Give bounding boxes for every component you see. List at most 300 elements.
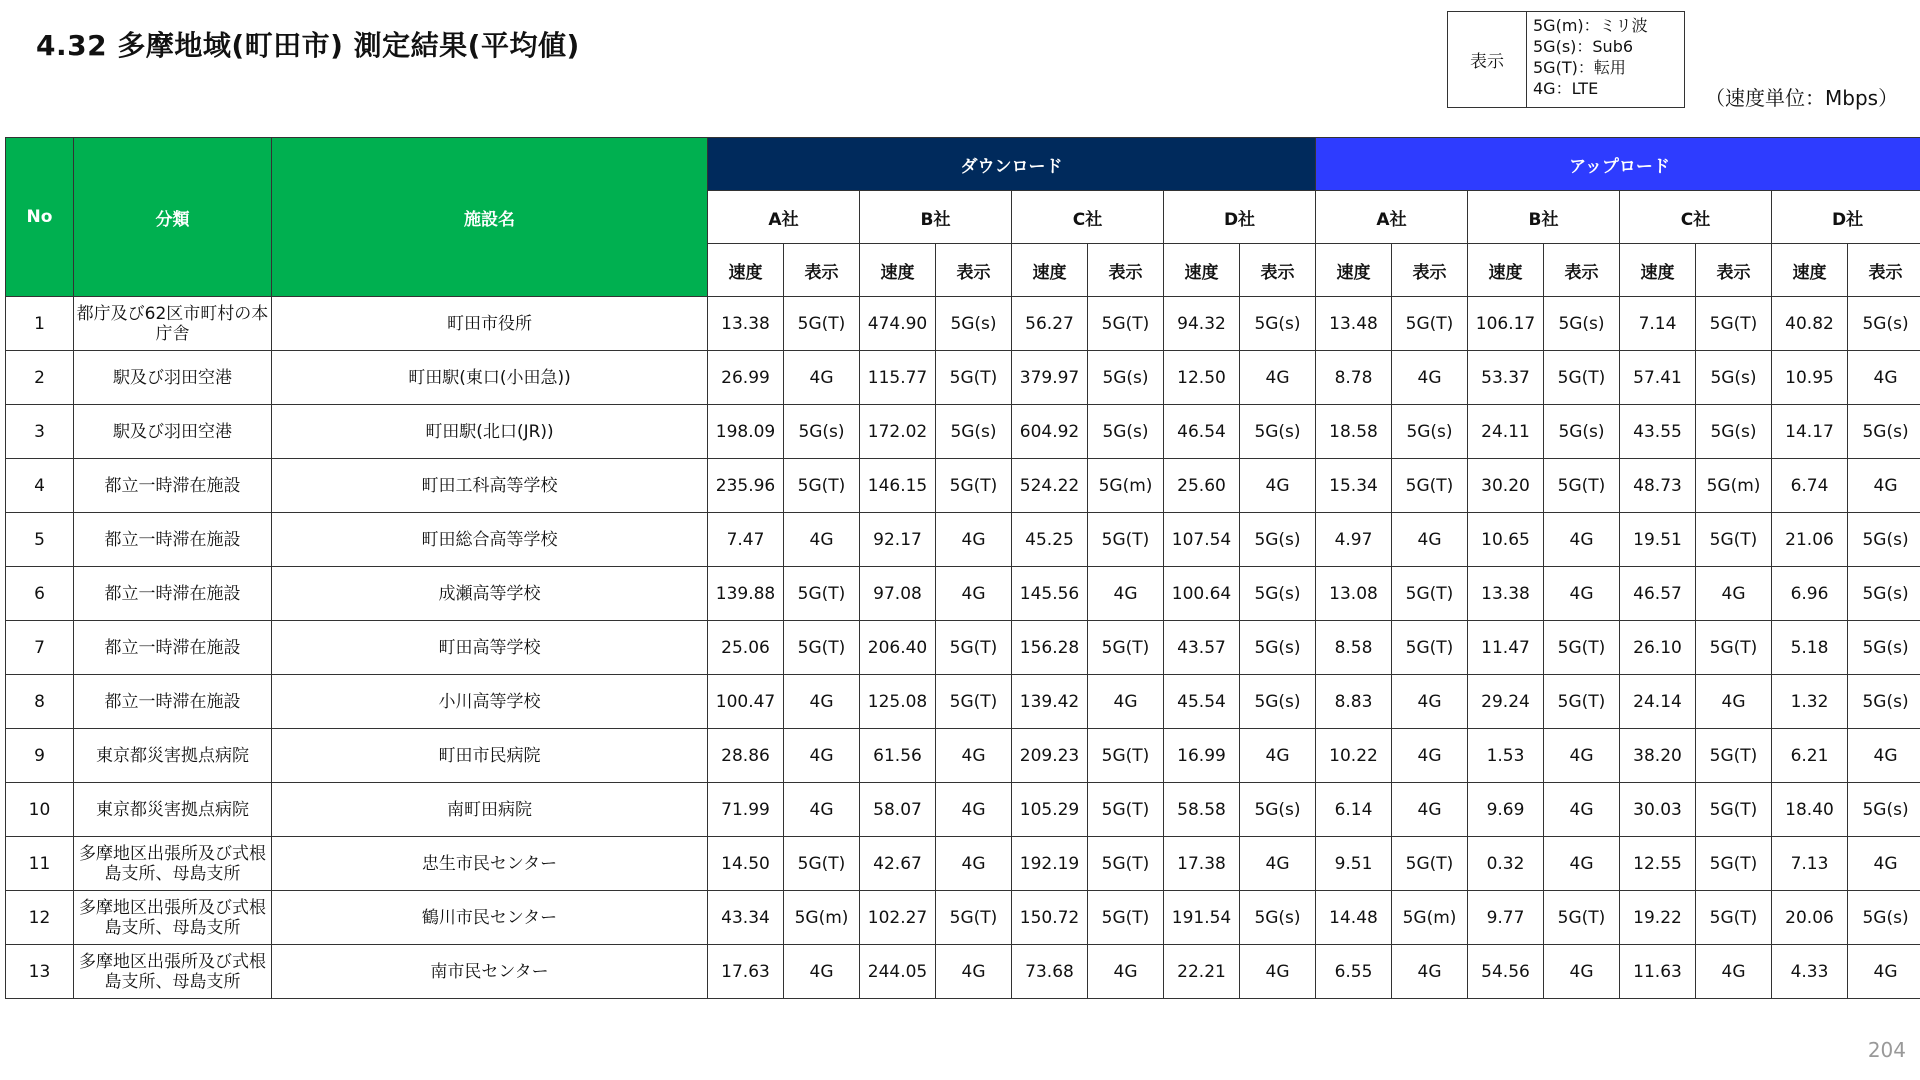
display-cell: 5G(T) [1088, 837, 1164, 891]
speed-cell: 53.37 [1468, 351, 1544, 405]
speed-cell: 61.56 [860, 729, 936, 783]
header-display: 表示 [936, 244, 1012, 297]
results-table [5, 137, 1920, 999]
speed-cell: 100.64 [1164, 567, 1240, 621]
display-cell: 5G(T) [1544, 621, 1620, 675]
speed-cell: 6.55 [1316, 945, 1392, 999]
speed-cell: 58.07 [860, 783, 936, 837]
speed-cell: 604.92 [1012, 405, 1088, 459]
display-cell: 5G(T) [936, 351, 1012, 405]
speed-cell: 6.14 [1316, 783, 1392, 837]
display-cell: 4G [784, 945, 860, 999]
speed-cell: 8.83 [1316, 675, 1392, 729]
speed-cell: 5.18 [1772, 621, 1848, 675]
display-legend [1447, 11, 1685, 108]
header-upload-company-b: B社 [1468, 191, 1620, 244]
display-cell: 5G(T) [1392, 297, 1468, 351]
display-cell: 4G [936, 513, 1012, 567]
display-cell: 4G [1544, 729, 1620, 783]
display-cell: 5G(s) [1392, 405, 1468, 459]
display-cell: 5G(s) [1240, 405, 1316, 459]
display-cell: 5G(T) [1696, 783, 1772, 837]
row-facility: 町田工科高等学校 [272, 459, 708, 513]
header-speed: 速度 [1620, 244, 1696, 297]
display-cell: 4G [784, 783, 860, 837]
display-cell: 5G(s) [1848, 891, 1920, 945]
speed-cell: 26.10 [1620, 621, 1696, 675]
display-cell: 4G [1544, 783, 1620, 837]
table-row [6, 729, 1920, 783]
display-cell: 4G [784, 513, 860, 567]
display-cell: 5G(m) [1696, 459, 1772, 513]
display-cell: 4G [1240, 459, 1316, 513]
display-cell: 5G(T) [1088, 297, 1164, 351]
speed-cell: 43.55 [1620, 405, 1696, 459]
display-cell: 4G [1240, 729, 1316, 783]
display-cell: 5G(T) [1544, 351, 1620, 405]
table-row [6, 297, 1920, 351]
row-number: 13 [6, 945, 74, 999]
speed-cell: 13.48 [1316, 297, 1392, 351]
header-download-company-b: B社 [860, 191, 1012, 244]
speed-cell: 38.20 [1620, 729, 1696, 783]
display-cell: 5G(s) [936, 297, 1012, 351]
display-cell: 4G [936, 837, 1012, 891]
speed-cell: 9.77 [1468, 891, 1544, 945]
display-cell: 5G(T) [784, 459, 860, 513]
display-cell: 4G [1544, 945, 1620, 999]
speed-cell: 20.06 [1772, 891, 1848, 945]
table-row [6, 945, 1920, 999]
speed-cell: 30.20 [1468, 459, 1544, 513]
display-cell: 5G(T) [1696, 837, 1772, 891]
speed-cell: 92.17 [860, 513, 936, 567]
speed-cell: 206.40 [860, 621, 936, 675]
header-display: 表示 [1848, 244, 1920, 297]
speed-cell: 17.63 [708, 945, 784, 999]
display-cell: 5G(s) [1848, 567, 1920, 621]
legend-label: 表示 [1448, 12, 1527, 107]
speed-cell: 57.41 [1620, 351, 1696, 405]
table-row [6, 459, 1920, 513]
display-cell: 4G [936, 567, 1012, 621]
header-display: 表示 [1392, 244, 1468, 297]
table-row [6, 621, 1920, 675]
speed-cell: 19.22 [1620, 891, 1696, 945]
row-category: 都立一時滞在施設 [74, 675, 272, 729]
display-cell: 4G [784, 729, 860, 783]
display-cell: 5G(m) [784, 891, 860, 945]
speed-cell: 94.32 [1164, 297, 1240, 351]
header-speed: 速度 [708, 244, 784, 297]
display-cell: 4G [1240, 837, 1316, 891]
speed-cell: 56.27 [1012, 297, 1088, 351]
header-upload: アップロード [1316, 138, 1920, 191]
unit-note: （速度単位：Mbps） [1705, 86, 1899, 110]
display-cell: 4G [1392, 513, 1468, 567]
row-facility: 町田市民病院 [272, 729, 708, 783]
speed-cell: 105.29 [1012, 783, 1088, 837]
speed-cell: 14.17 [1772, 405, 1848, 459]
speed-cell: 14.50 [708, 837, 784, 891]
display-cell: 5G(s) [784, 405, 860, 459]
display-cell: 5G(s) [1240, 783, 1316, 837]
display-cell: 5G(T) [1544, 891, 1620, 945]
display-cell: 5G(s) [1240, 297, 1316, 351]
row-category: 駅及び羽田空港 [74, 351, 272, 405]
speed-cell: 25.06 [708, 621, 784, 675]
row-category: 都立一時滞在施設 [74, 621, 272, 675]
speed-cell: 139.42 [1012, 675, 1088, 729]
speed-cell: 54.56 [1468, 945, 1544, 999]
header-speed: 速度 [1164, 244, 1240, 297]
speed-cell: 12.50 [1164, 351, 1240, 405]
speed-cell: 125.08 [860, 675, 936, 729]
speed-cell: 16.99 [1164, 729, 1240, 783]
speed-cell: 6.21 [1772, 729, 1848, 783]
display-cell: 5G(T) [936, 621, 1012, 675]
speed-cell: 146.15 [860, 459, 936, 513]
speed-cell: 115.77 [860, 351, 936, 405]
display-cell: 5G(T) [1088, 891, 1164, 945]
speed-cell: 192.19 [1012, 837, 1088, 891]
legend-item: 5G(T)：転用 [1533, 58, 1626, 77]
row-category: 多摩地区出張所及び式根島支所、母島支所 [74, 837, 272, 891]
header-display: 表示 [1544, 244, 1620, 297]
header-category: 分類 [74, 138, 272, 297]
display-cell: 5G(s) [1848, 621, 1920, 675]
display-cell: 5G(s) [1240, 675, 1316, 729]
row-number: 12 [6, 891, 74, 945]
display-cell: 4G [1848, 729, 1920, 783]
display-cell: 4G [1848, 459, 1920, 513]
speed-cell: 18.40 [1772, 783, 1848, 837]
speed-cell: 10.22 [1316, 729, 1392, 783]
display-cell: 5G(s) [1848, 297, 1920, 351]
speed-cell: 0.32 [1468, 837, 1544, 891]
speed-cell: 29.24 [1468, 675, 1544, 729]
speed-cell: 10.65 [1468, 513, 1544, 567]
display-cell: 4G [1088, 945, 1164, 999]
speed-cell: 58.58 [1164, 783, 1240, 837]
table-row [6, 405, 1920, 459]
display-cell: 5G(T) [1696, 621, 1772, 675]
display-cell: 5G(T) [1544, 459, 1620, 513]
speed-cell: 4.33 [1772, 945, 1848, 999]
row-category: 多摩地区出張所及び式根島支所、母島支所 [74, 945, 272, 999]
speed-cell: 25.60 [1164, 459, 1240, 513]
header-download-company-c: C社 [1012, 191, 1164, 244]
table-row [6, 675, 1920, 729]
display-cell: 4G [1696, 675, 1772, 729]
row-number: 7 [6, 621, 74, 675]
speed-cell: 45.25 [1012, 513, 1088, 567]
display-cell: 4G [1088, 567, 1164, 621]
row-category: 東京都災害拠点病院 [74, 729, 272, 783]
legend-item: 5G(m)：ミリ波 [1533, 16, 1648, 35]
speed-cell: 150.72 [1012, 891, 1088, 945]
speed-cell: 14.48 [1316, 891, 1392, 945]
display-cell: 4G [1392, 675, 1468, 729]
speed-cell: 102.27 [860, 891, 936, 945]
speed-cell: 71.99 [708, 783, 784, 837]
display-cell: 5G(T) [936, 675, 1012, 729]
display-cell: 4G [1240, 351, 1316, 405]
speed-cell: 21.06 [1772, 513, 1848, 567]
display-cell: 4G [1240, 945, 1316, 999]
speed-cell: 11.63 [1620, 945, 1696, 999]
speed-cell: 379.97 [1012, 351, 1088, 405]
speed-cell: 19.51 [1620, 513, 1696, 567]
display-cell: 5G(T) [1696, 297, 1772, 351]
speed-cell: 1.32 [1772, 675, 1848, 729]
speed-cell: 73.68 [1012, 945, 1088, 999]
header-display: 表示 [784, 244, 860, 297]
table-row [6, 567, 1920, 621]
header-speed: 速度 [1468, 244, 1544, 297]
speed-cell: 22.21 [1164, 945, 1240, 999]
display-cell: 5G(T) [936, 891, 1012, 945]
display-cell: 5G(s) [1240, 513, 1316, 567]
speed-cell: 42.67 [860, 837, 936, 891]
speed-cell: 209.23 [1012, 729, 1088, 783]
display-cell: 5G(T) [1088, 513, 1164, 567]
row-category: 駅及び羽田空港 [74, 405, 272, 459]
speed-cell: 15.34 [1316, 459, 1392, 513]
display-cell: 4G [1848, 837, 1920, 891]
header-download-company-a: A社 [708, 191, 860, 244]
row-category: 都庁及び62区市町村の本庁舎 [74, 297, 272, 351]
speed-cell: 30.03 [1620, 783, 1696, 837]
display-cell: 5G(T) [1392, 459, 1468, 513]
row-number: 9 [6, 729, 74, 783]
speed-cell: 46.54 [1164, 405, 1240, 459]
speed-cell: 191.54 [1164, 891, 1240, 945]
speed-cell: 156.28 [1012, 621, 1088, 675]
speed-cell: 24.14 [1620, 675, 1696, 729]
display-cell: 4G [936, 729, 1012, 783]
speed-cell: 7.13 [1772, 837, 1848, 891]
table-row [6, 837, 1920, 891]
speed-cell: 10.95 [1772, 351, 1848, 405]
display-cell: 5G(m) [1088, 459, 1164, 513]
header-speed: 速度 [1772, 244, 1848, 297]
header-display: 表示 [1240, 244, 1316, 297]
display-cell: 4G [784, 675, 860, 729]
row-facility: 鶴川市民センター [272, 891, 708, 945]
display-cell: 5G(s) [1696, 405, 1772, 459]
table-row [6, 513, 1920, 567]
display-cell: 4G [936, 783, 1012, 837]
speed-cell: 46.57 [1620, 567, 1696, 621]
display-cell: 5G(T) [1088, 729, 1164, 783]
row-facility: 南市民センター [272, 945, 708, 999]
row-number: 8 [6, 675, 74, 729]
speed-cell: 235.96 [708, 459, 784, 513]
legend-item: 5G(s)：Sub6 [1533, 37, 1634, 56]
display-cell: 5G(T) [784, 297, 860, 351]
display-cell: 5G(m) [1392, 891, 1468, 945]
speed-cell: 7.47 [708, 513, 784, 567]
speed-cell: 198.09 [708, 405, 784, 459]
display-cell: 4G [1848, 351, 1920, 405]
row-number: 3 [6, 405, 74, 459]
speed-cell: 139.88 [708, 567, 784, 621]
row-number: 2 [6, 351, 74, 405]
speed-cell: 24.11 [1468, 405, 1544, 459]
speed-cell: 9.69 [1468, 783, 1544, 837]
display-cell: 4G [1544, 513, 1620, 567]
display-cell: 5G(T) [784, 621, 860, 675]
display-cell: 4G [1392, 351, 1468, 405]
display-cell: 4G [1696, 945, 1772, 999]
speed-cell: 13.08 [1316, 567, 1392, 621]
row-facility: 忠生市民センター [272, 837, 708, 891]
row-number: 6 [6, 567, 74, 621]
speed-cell: 172.02 [860, 405, 936, 459]
row-category: 都立一時滞在施設 [74, 459, 272, 513]
display-cell: 5G(T) [1392, 567, 1468, 621]
speed-cell: 13.38 [708, 297, 784, 351]
display-cell: 4G [1544, 837, 1620, 891]
row-number: 11 [6, 837, 74, 891]
display-cell: 5G(T) [1544, 675, 1620, 729]
table-body [6, 297, 1920, 999]
speed-cell: 13.38 [1468, 567, 1544, 621]
speed-cell: 4.97 [1316, 513, 1392, 567]
speed-cell: 1.53 [1468, 729, 1544, 783]
speed-cell: 12.55 [1620, 837, 1696, 891]
header-upload-company-a: A社 [1316, 191, 1468, 244]
display-cell: 5G(T) [784, 837, 860, 891]
row-facility: 成瀬高等学校 [272, 567, 708, 621]
speed-cell: 26.99 [708, 351, 784, 405]
display-cell: 4G [936, 945, 1012, 999]
header-speed: 速度 [1012, 244, 1088, 297]
display-cell: 5G(s) [1544, 405, 1620, 459]
speed-cell: 45.54 [1164, 675, 1240, 729]
display-cell: 4G [784, 351, 860, 405]
display-cell: 5G(s) [1696, 351, 1772, 405]
display-cell: 5G(s) [1240, 567, 1316, 621]
row-category: 多摩地区出張所及び式根島支所、母島支所 [74, 891, 272, 945]
speed-cell: 8.78 [1316, 351, 1392, 405]
speed-cell: 17.38 [1164, 837, 1240, 891]
display-cell: 5G(s) [1544, 297, 1620, 351]
display-cell: 5G(s) [1088, 405, 1164, 459]
display-cell: 4G [1392, 783, 1468, 837]
display-cell: 5G(T) [936, 459, 1012, 513]
row-category: 東京都災害拠点病院 [74, 783, 272, 837]
display-cell: 5G(T) [1696, 513, 1772, 567]
display-cell: 5G(s) [1240, 891, 1316, 945]
display-cell: 5G(s) [1848, 675, 1920, 729]
header-download-company-d: D社 [1164, 191, 1316, 244]
display-cell: 5G(s) [1088, 351, 1164, 405]
legend-item: 4G：LTE [1533, 79, 1599, 98]
header-no: No [6, 138, 74, 297]
display-cell: 4G [1392, 945, 1468, 999]
speed-cell: 7.14 [1620, 297, 1696, 351]
table-row [6, 783, 1920, 837]
display-cell: 4G [1392, 729, 1468, 783]
display-cell: 5G(T) [1696, 729, 1772, 783]
row-number: 1 [6, 297, 74, 351]
speed-cell: 100.47 [708, 675, 784, 729]
table-row [6, 891, 1920, 945]
speed-cell: 48.73 [1620, 459, 1696, 513]
row-facility: 町田駅(北口(JR)) [272, 405, 708, 459]
speed-cell: 524.22 [1012, 459, 1088, 513]
row-number: 4 [6, 459, 74, 513]
header-facility: 施設名 [272, 138, 708, 297]
header-upload-company-c: C社 [1620, 191, 1772, 244]
row-category: 都立一時滞在施設 [74, 567, 272, 621]
header-display: 表示 [1088, 244, 1164, 297]
display-cell: 5G(s) [1848, 783, 1920, 837]
table-row [6, 351, 1920, 405]
display-cell: 5G(s) [1848, 405, 1920, 459]
row-number: 10 [6, 783, 74, 837]
speed-cell: 6.96 [1772, 567, 1848, 621]
display-cell: 5G(T) [1392, 621, 1468, 675]
display-cell: 4G [1848, 945, 1920, 999]
row-number: 5 [6, 513, 74, 567]
display-cell: 5G(T) [1088, 621, 1164, 675]
row-facility: 小川高等学校 [272, 675, 708, 729]
page-number: 204 [1867, 1038, 1906, 1062]
display-cell: 5G(s) [1240, 621, 1316, 675]
display-cell: 5G(T) [1088, 783, 1164, 837]
display-cell: 4G [1088, 675, 1164, 729]
header-download: ダウンロード [708, 138, 1316, 191]
row-facility: 町田高等学校 [272, 621, 708, 675]
speed-cell: 43.34 [708, 891, 784, 945]
speed-cell: 28.86 [708, 729, 784, 783]
speed-cell: 244.05 [860, 945, 936, 999]
display-cell: 5G(T) [784, 567, 860, 621]
display-cell: 4G [1696, 567, 1772, 621]
display-cell: 5G(s) [1848, 513, 1920, 567]
header-display: 表示 [1696, 244, 1772, 297]
speed-cell: 474.90 [860, 297, 936, 351]
speed-cell: 106.17 [1468, 297, 1544, 351]
display-cell: 4G [1544, 567, 1620, 621]
speed-cell: 11.47 [1468, 621, 1544, 675]
row-facility: 町田駅(東口(小田急)) [272, 351, 708, 405]
speed-cell: 9.51 [1316, 837, 1392, 891]
speed-cell: 145.56 [1012, 567, 1088, 621]
header-speed: 速度 [1316, 244, 1392, 297]
header-speed: 速度 [860, 244, 936, 297]
speed-cell: 97.08 [860, 567, 936, 621]
display-cell: 5G(T) [1392, 837, 1468, 891]
speed-cell: 8.58 [1316, 621, 1392, 675]
page-title: 4.32 多摩地域(町田市) 測定結果(平均値) [36, 29, 580, 62]
row-facility: 南町田病院 [272, 783, 708, 837]
speed-cell: 6.74 [1772, 459, 1848, 513]
row-category: 都立一時滞在施設 [74, 513, 272, 567]
display-cell: 5G(s) [936, 405, 1012, 459]
header-upload-company-d: D社 [1772, 191, 1920, 244]
speed-cell: 18.58 [1316, 405, 1392, 459]
speed-cell: 40.82 [1772, 297, 1848, 351]
row-facility: 町田市役所 [272, 297, 708, 351]
speed-cell: 43.57 [1164, 621, 1240, 675]
legend-items [1527, 12, 1654, 107]
display-cell: 5G(T) [1696, 891, 1772, 945]
speed-cell: 107.54 [1164, 513, 1240, 567]
